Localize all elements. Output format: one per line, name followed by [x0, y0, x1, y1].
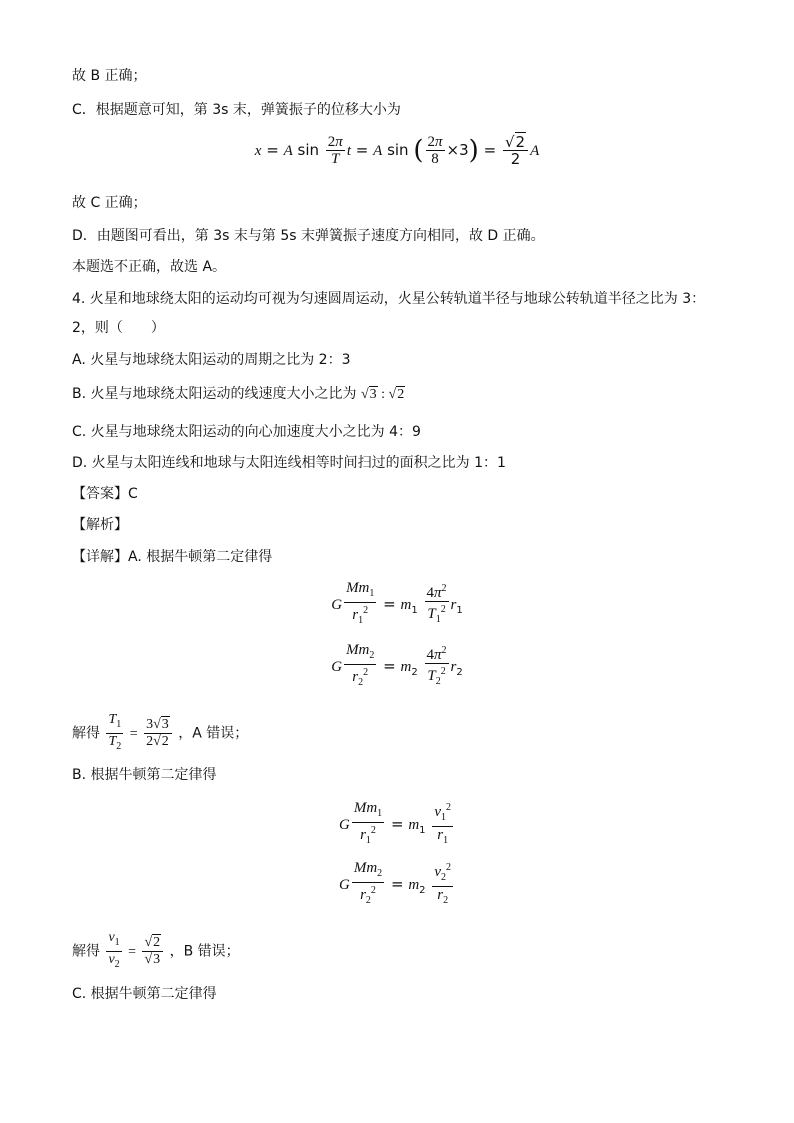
solve-b-prefix: 解得: [72, 943, 100, 960]
ratio-value-b: $\frac{√2}{√3}$: [142, 935, 163, 968]
option-b: [72, 384, 405, 405]
solve-a-prefix: 解得: [72, 725, 100, 742]
ratio-value-a: $\frac{3√3}{2√2}$: [144, 717, 172, 750]
option-b-ratio: √3 : √2: [360, 387, 405, 402]
question-4-line-2: 2，则（ ）: [72, 320, 165, 336]
text-line: 本题选不正确，故选 A。: [72, 259, 227, 275]
option-c: C. 火星与地球绕太阳运动的向心加速度大小之比为 4：9: [72, 424, 421, 440]
option-b-text: B. 火星与地球绕太阳运动的线速度大小之比为: [72, 386, 357, 402]
text-line: 故 B 正确；: [72, 68, 147, 84]
equation-b1: G $\frac{Mm_1}{r_1^2}$ = $m_1$ $\frac{v_1^2}{r_1}$: [339, 800, 451, 846]
solve-b-suffix: ，B 错误；: [169, 943, 240, 960]
text-line: D．由题图可看出，第 3s 末与第 5s 末弹簧振子速度方向相同，故 D 正确。: [72, 228, 545, 244]
solve-a-line: 解得 $\frac{T_1}{T_2}$ = $\frac{3√3}{2√2}$ ，A 错误；: [72, 712, 248, 755]
option-a: A. 火星与地球绕太阳运动的周期之比为 2：3: [72, 352, 351, 368]
detail-a: 【详解】A. 根据牛顿第二定律得: [72, 549, 273, 565]
option-d: D. 火星与太阳连线和地球与太阳连线相等时间扫过的面积之比为 1：1: [72, 455, 506, 471]
equation-displacement: x = A sin $\frac{2\pi}{T}$ t = A sin ( $\frac{2\pi}{8}$ ×3) = $\frac{√2}{2}$ A: [254, 133, 540, 168]
ratio-v1-v2: $\frac{v_1}{v_2}$: [108, 930, 120, 970]
equation-b2: G $\frac{Mm_2}{r_2^2}$ = $m_2$ $\frac{v_2^2}{r_2}$: [339, 860, 451, 906]
answer-value: C: [128, 486, 138, 502]
equation-a2: G $\frac{Mm_2}{r_2^2}$ = $m_2$ $\frac{4\pi^2}{T_2^2}$ $r_2$: [331, 642, 463, 688]
solve-a-suffix: ，A 错误；: [178, 725, 249, 742]
detail-b: B. 根据牛顿第二定律得: [72, 767, 217, 783]
question-4-line-1: 4. 火星和地球绕太阳的运动均可视为匀速圆周运动，火星公转轨道半径与地球公转轨道半径之比为 3：: [72, 291, 706, 307]
detail-c: C. 根据牛顿第二定律得: [72, 986, 217, 1002]
equation-a1: G $\frac{Mm_1}{r_1^2}$ = $m_1$ $\frac{4\pi^2}{T_1^2}$ $r_1$: [331, 580, 463, 626]
analysis-tag: 【解析】: [72, 517, 128, 533]
solve-b-line: 解得 $\frac{v_1}{v_2}$ = $\frac{√2}{√3}$ ，B 错误；: [72, 930, 240, 973]
text-line: C．根据题意可知，第 3s 末，弹簧振子的位移大小为: [72, 102, 401, 118]
answer-line: [72, 484, 138, 504]
text-line: 故 C 正确；: [72, 195, 147, 211]
ratio-t1-t2: $\frac{T_1}{T_2}$: [108, 712, 122, 752]
answer-tag: 【答案】: [72, 486, 128, 502]
